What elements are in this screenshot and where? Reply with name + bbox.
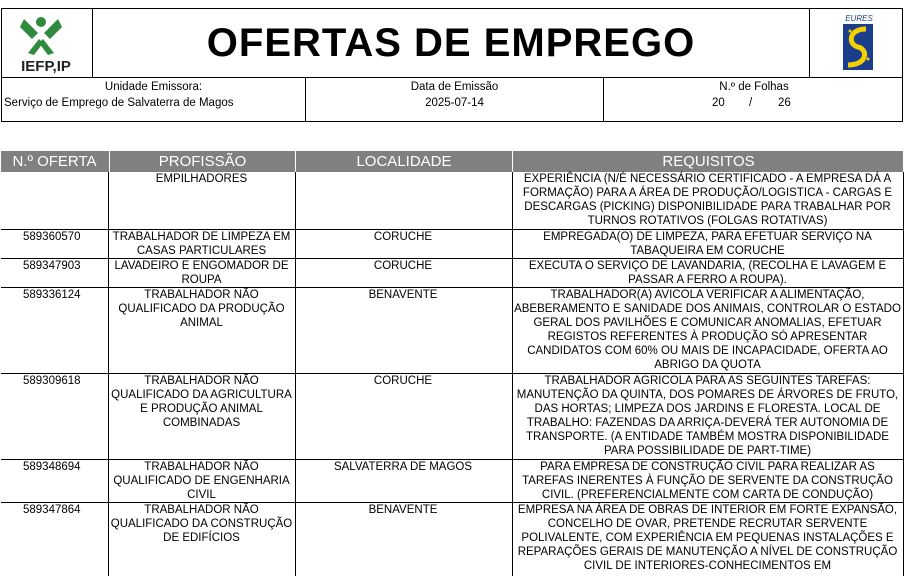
issue-date-label: Data de Emissão — [410, 81, 499, 93]
offer-number: 589347903 — [23, 260, 81, 272]
offer-requirements: PARA EMPRESA DE CONSTRUÇÃO CIVIL PARA REALIZAR AS TAREFAS INERENTES À FUNÇÃO DE SERVENTE DA CONSTRUÇÃO CIVIL. (PREFERENCIALMENTE COM CARTA DE CONDUÇÃO) — [522, 461, 893, 501]
offer-location: SALVATERRA DE MAGOS — [333, 461, 473, 473]
title-cell — [92, 9, 810, 77]
offer-number: 589360570 — [23, 231, 81, 243]
page-count-label: N.º de Folhas — [719, 81, 789, 93]
issuing-unit-label: Unidade Emissora: — [104, 81, 203, 93]
issue-date — [306, 78, 604, 122]
offer-location: BENAVENTE — [368, 289, 438, 301]
column-divider — [903, 172, 904, 576]
offer-number: 589336124 — [23, 289, 81, 301]
issuing-unit-value: Serviço de Emprego de Salvaterra de Magos — [4, 97, 234, 109]
document-header — [1, 8, 903, 122]
offer-number: 589309618 — [23, 375, 81, 387]
offer-profession: TRABALHADOR NÃO QUALIFICADO DA CONSTRUÇÃO DE EDIFÍCIOS — [110, 504, 293, 544]
iefp-logo-icon — [2, 9, 92, 77]
offer-profession: EMPILHADORES — [155, 173, 248, 185]
table-row — [1, 288, 903, 374]
table-row — [1, 374, 903, 460]
page-current: 20 — [712, 97, 725, 109]
table-row — [1, 259, 903, 288]
header-info-row — [2, 77, 902, 122]
col-header-offer-number: N.º OFERTA — [12, 153, 97, 170]
table-header — [1, 151, 903, 172]
page-title: OFERTAS DE EMPREGO — [206, 20, 696, 65]
issue-date-value: 2025-07-14 — [425, 97, 484, 109]
offer-number: 589348694 — [23, 461, 81, 473]
offer-number: 589347864 — [23, 504, 81, 516]
offer-requirements: TRABALHADOR(A) AVICOLA VERIFICAR A ALIMENTAÇÃO, ABEBERAMENTO E SANIDADE DOS ANIMAIS, CONTROLAR O ESTADO GERAL DOS PAVILHÕES E COMUNICAR ANOMALIAS, EFETUAR REGISTOS REFERENTES À PRODUÇÃO SÓ APRESENTAR CANDIDATOS COM 60% OU MAIS DE INCAPACIDADE, OFERTA AO ABRIGO DA QUOTA — [514, 289, 901, 371]
col-header-requirements: REQUISITOS — [512, 151, 904, 172]
svg-text:IEFP,IP: IEFP,IP — [21, 58, 71, 75]
offer-location: BENAVENTE — [368, 504, 438, 516]
offer-profession: TRABALHADOR DE LIMPEZA EM CASAS PARTICULARES — [112, 231, 291, 257]
offer-requirements: EXPERIÊNCIA (N/É NECESSÁRIO CERTIFICADO - A EMPRESA DÁ A FORMAÇÃO) PARA A ÁREA DE PRODUÇÃO/LOGISTICA - CARGAS E DESCARGAS (PICKING) DISPONIBILIDADE PARA TRABALHAR POR TURNOS ROTATIVOS (FOLGAS ROTATIVAS) — [522, 173, 893, 227]
offer-profession: TRABALHADOR NÃO QUALIFICADO DA AGRICULTURA E PRODUÇÃO ANIMAL COMBINADAS — [111, 375, 292, 429]
offer-profession: TRABALHADOR NÃO QUALIFICADO DE ENGENHARIA CIVIL — [113, 461, 290, 501]
offer-requirements: EMPRESA NA ÁREA DE OBRAS DE INTERIOR EM FORTE EXPANSÃO, CONCELHO DE OVAR, PRETENDE RECRUTAR SERVENTE POLIVALENTE, COM EXPERIÊNCIA EM PEQUENAS INSTALAÇÕES E REPARAÇÕES GERAIS DE MANUTENÇÃO A NÍVEL DE CONSTRUÇÃO CIVIL DE INTERIORES-CONHECIMENTOS EM — [517, 504, 898, 572]
issuing-unit — [2, 78, 306, 122]
table-row — [1, 230, 903, 259]
table-row — [1, 460, 903, 503]
offer-location: CORUCHE — [373, 260, 433, 272]
offer-profession: LAVADEIRO E ENGOMADOR DE ROUPA — [114, 260, 289, 286]
table-row — [1, 503, 903, 575]
offers-table — [1, 172, 903, 575]
eures-logo — [809, 9, 902, 77]
col-header-location: LOCALIDADE — [295, 151, 512, 172]
svg-text:EURES: EURES — [845, 14, 873, 23]
page-count — [604, 78, 904, 122]
offer-requirements: TRABALHADOR AGRICOLA PARA AS SEGUINTES TAREFAS: MANUTENÇÃO DA QUINTA, DOS POMARES DE ÁRVORES DE FRUTO, DAS HORTAS; LIMPEZA DOS JARDINS E FLORESTA. LOCAL DE TRABALHO: FAZENDAS DA ARRIÇA-DEVERÁ TER AUTONOMIA DE TRANSPORTE. (A ENTIDADE TAMBÉM MOSTRA DISPONIBILIDADE PARA POSSIBILIDADE DE PART-TIME) — [516, 375, 899, 457]
col-header-profession: PROFISSÃO — [109, 151, 295, 172]
offer-profession: TRABALHADOR NÃO QUALIFICADO DA PRODUÇÃO ANIMAL — [118, 289, 285, 329]
offer-location: CORUCHE — [373, 231, 433, 243]
page-total: 26 — [778, 97, 791, 109]
offer-requirements: EXECUTA O SERVIÇO DE LAVANDARIA, (RECOLHA E LAVAGEM E PASSAR A FERRO A ROUPA). — [528, 260, 887, 286]
iefp-logo — [2, 9, 93, 77]
page-separator: / — [749, 97, 753, 109]
offer-requirements: EMPREGADA(O) DE LIMPEZA, PARA EFETUAR SERVIÇO NA TABAQUEIRA EM CORUCHE — [543, 231, 872, 257]
eures-logo-icon — [810, 9, 902, 77]
offer-location: CORUCHE — [373, 375, 433, 387]
table-row — [1, 172, 903, 230]
